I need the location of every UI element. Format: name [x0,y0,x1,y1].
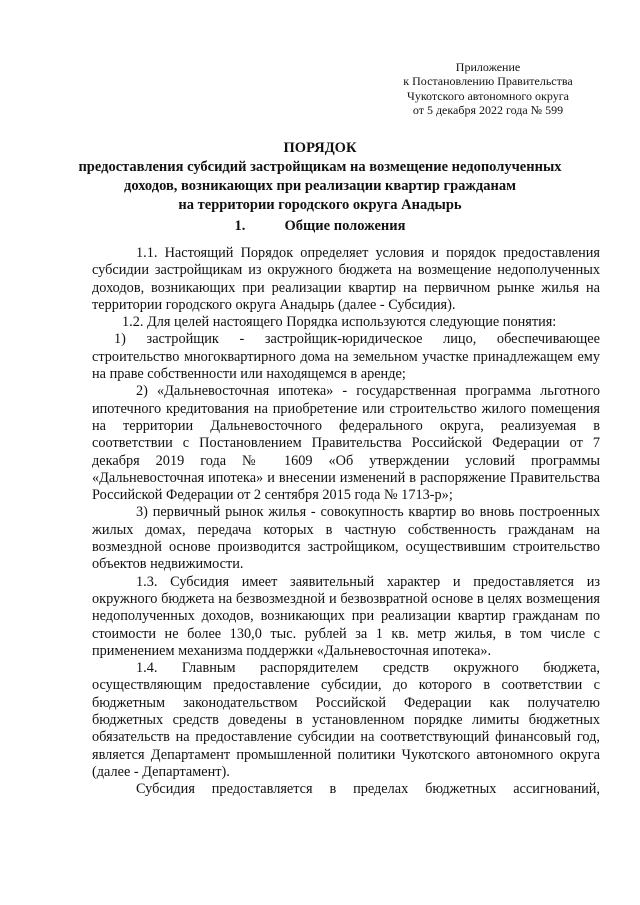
appendix-line: Чукотского автономного округа [407,88,569,103]
section-number: 1. [234,218,246,234]
paragraph-last: Субсидия предоставляется в пределах бюджетных ассигнований, [136,781,600,798]
paragraph-1-4: 1.4. Главным распорядителем средств окружного бюджета, осуществляющим предоставление субсидии, до которого в соответствии с бюджетным законодательством Российской Федерации как получателю бюджетных средств доведены в установленном порядке лимиты бюджетных обязательств на предоставление субсидии на соответствующий финансовый год, является Департамент промышленной политики Чукотского автономного округа (далее - Департамент). [92,660,600,780]
appendix-line: от 5 декабря 2022 года № 599 [412,102,564,117]
paragraph-1-2-2: 2) «Дальневосточная ипотека» - государственная программа льготного ипотечного кредитования на приобретение или строительство жилого помещения на территории Дальневосточного федерального округа, реализуемая в соответствии с Постановлением Правительства Российской Федерации от 7 декабря 2019 года № 1609 «Об утверждении условий программы «Дальневосточная ипотека» и внесении изменений в распоряжение Правительства Российской Федерации от 2 сентября 2015 года № 1713-р»; [92,383,600,504]
appendix-block [380,60,596,117]
section-heading [0,217,640,236]
appendix-line: к Постановлению Правительства [403,74,573,89]
title-line: ПОРЯДОК [283,140,357,156]
title-line: доходов, возникающих при реализации квартир гражданам [124,178,516,194]
appendix-line: Приложение [455,60,521,74]
paragraph-1-3: 1.3. Субсидия имеет заявительный характер и предоставляется из окружного бюджета на безвозмездной и безвозвратной основе в целях возмещения недополученных доходов, возникающих при реализации квартир гражданам по стоимости не более 130,0 тыс. рублей за 1 кв. метр жилья, в том числе с применением механизма поддержки «Дальневосточная ипотека». [92,573,600,659]
document-body [92,245,600,799]
title-line: на территории городского округа Анадырь [178,197,462,213]
title-line: предоставления субсидий застройщикам на возмещение недополученных [78,159,562,175]
paragraph-1-2-3: 3) первичный рынок жилья - совокупность квартир во вновь построенных жилых домах, передача которых в частную собственность гражданам на возмездной основе производится застройщиком, осуществившим строительство объектов недвижимости. [92,504,600,573]
paragraph-1-2-1: 1) застройщик - застройщик-юридическое лицо, обеспечивающее строительство многоквартирного дома на земельном участке принадлежащем ему на праве собственности или находящемся в аренде; [92,331,600,383]
paragraph-1-2: 1.2. Для целей настоящего Порядка используются следующие понятия: [122,314,557,331]
paragraph-1-1: 1.1. Настоящий Порядок определяет условия и порядок предоставления субсидии застройщикам из окружного бюджета на возмещение недополученных доходов, возникающих при реализации квартир на первичном рынке жилья на территории городского округа Анадырь (далее - Субсидия). [92,245,600,313]
document-title [60,139,580,215]
section-title: Общие положения [284,218,406,234]
